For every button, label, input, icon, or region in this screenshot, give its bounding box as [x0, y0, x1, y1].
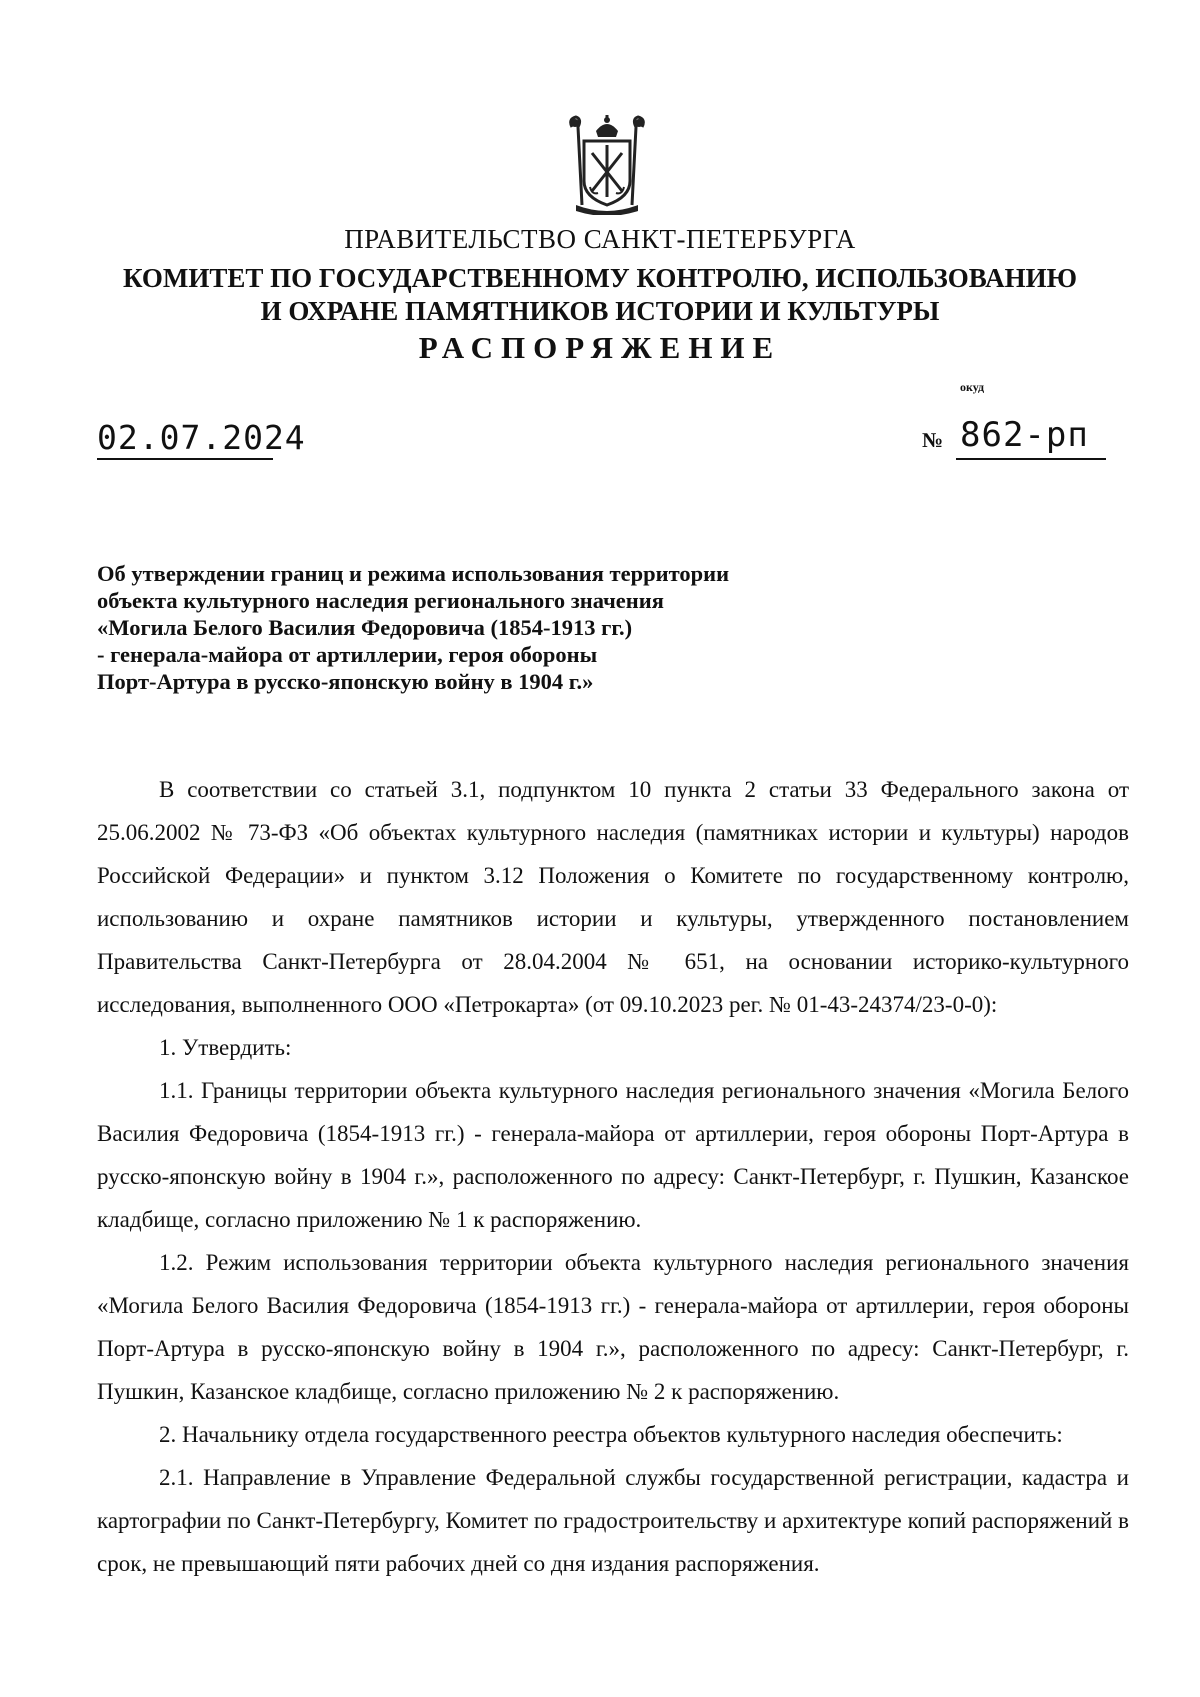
preamble-paragraph: В соответствии со статьей 3.1, подпунктом 10 пункта 2 статьи 33 Федерального закона от 25.06.2002 № 73-ФЗ «Об объектах культурного наследия (памятниках истории и культуры) народов Российской Федерации» и пунктом 3.12 Положения о Комитете по государственному контролю, использованию и охране памятников истории и культуры, утвержденного постановлением Правительства Санкт-Петербурга от 28.04.2004 № 651, на основании историко-культурного исследования, выполненного ООО «Петрокарта» (от 09.10.2023 рег. № 01-43-24374/23-0-0): [97, 777, 1129, 1017]
order-subject [97, 560, 817, 695]
subject-line: - генерала-майора от артиллерии, героя обороны [97, 642, 598, 667]
item-2: 2. Начальнику отдела государственного реестра объектов культурного наследия обеспечить: [159, 1422, 1063, 1447]
item-1-2: 1.2. Режим использования территории объекта культурного наследия регионального значения «Могила Белого Василия Федоровича (1854-1913 гг.) - генерала-майора от артиллерии, героя обороны Порт-Артура в русско-японскую войну в 1904 г.», расположенного по адресу: Санкт-Петербург, г. Пушкин, Казанское кладбище, согласно приложению № 2 к распоряжению. [97, 1250, 1129, 1404]
subject-line: Об утверждении границ и режима использования территории [97, 561, 730, 586]
government-name: ПРАВИТЕЛЬСТВО САНКТ-ПЕТЕРБУРГА [344, 224, 856, 254]
subject-line: Порт-Артура в русско-японскую войну в 1904 г.» [97, 669, 594, 694]
order-date-value: 02.07.2024 [97, 418, 306, 457]
okud-label: окуд [960, 380, 985, 394]
order-date [97, 418, 306, 464]
number-sign: № [922, 428, 944, 452]
committee-line-2: И ОХРАНЕ ПАМЯТНИКОВ ИСТОРИИ И КУЛЬТУРЫ [260, 296, 940, 326]
committee-name [0, 262, 1200, 328]
order-body [97, 768, 1129, 1585]
number-underline [956, 458, 1106, 460]
subject-line: «Могила Белого Василия Федоровича (1854-1913 гг.) [97, 615, 633, 640]
document-type: РАСПОРЯЖЕНИЕ [418, 330, 782, 365]
item-2-1: 2.1. Направление в Управление Федеральной службы государственной регистрации, кадастра и картографии по Санкт-Петербургу, Комитет по градостроительству и архитектуре копий распоряжений в срок, не превышающий пяти рабочих дней со дня издания распоряжения. [97, 1465, 1129, 1576]
subject-line: объекта культурного наследия регионального значения [97, 588, 664, 613]
order-number-value: 862-рп [960, 415, 1089, 455]
order-number [922, 415, 1112, 474]
item-1: 1. Утвердить: [159, 1035, 292, 1060]
committee-line-1: КОМИТЕТ ПО ГОСУДАРСТВЕННОМУ КОНТРОЛЮ, ИСПОЛЬЗОВАНИЮ [123, 263, 1077, 293]
coat-of-arms-icon [566, 113, 648, 215]
item-1-1: 1.1. Границы территории объекта культурного наследия регионального значения «Могила Белого Василия Федоровича (1854-1913 гг.) - генерала-майора от артиллерии, героя обороны Порт-Артура в русско-японскую войну в 1904 г.», расположенного по адресу: Санкт-Петербург, г. Пушкин, Казанское кладбище, согласно приложению № 1 к распоряжению. [97, 1078, 1129, 1232]
date-underline [97, 458, 273, 460]
